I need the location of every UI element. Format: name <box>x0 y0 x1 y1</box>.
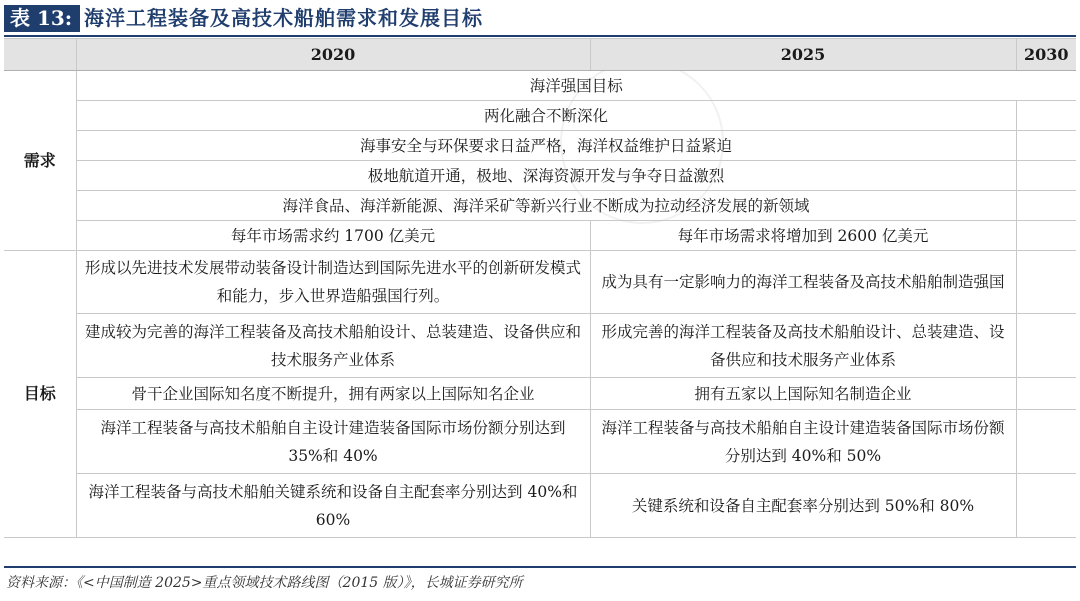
goal-2020-2: 建成较为完善的海洋工程装备及高技术船舶设计、总装建造、设备供应和技术服务产业体系 <box>76 314 590 378</box>
source-note: 资料来源：《<中国制造 2025>重点领域技术路线图（2015 版）》，长城证券研究所 <box>6 575 523 591</box>
empty-cell <box>1016 251 1076 314</box>
goal-2025-1: 成为具有一定影响力的海洋工程装备及高技术船舶制造强国 <box>590 251 1016 314</box>
empty-cell <box>1016 474 1076 538</box>
demand-row-2: 两化融合不断深化 <box>76 101 1016 131</box>
table-row <box>4 474 1076 538</box>
title-divider <box>4 35 1076 37</box>
table-title-bar <box>0 0 1080 38</box>
table-row <box>4 378 1076 410</box>
goal-2020-3: 骨干企业国际知名度不断提升，拥有两家以上国际知名企业 <box>76 378 590 410</box>
goal-2025-3: 拥有五家以上国际知名制造企业 <box>590 378 1016 410</box>
header-empty-cell <box>4 39 76 71</box>
table-row <box>4 221 1076 251</box>
header-2030: 2030 <box>1016 39 1076 71</box>
goal-2025-5: 关键系统和设备自主配套率分别达到 50%和 80% <box>590 474 1016 538</box>
empty-cell <box>1016 221 1076 251</box>
table-row <box>4 131 1076 161</box>
demand-row-1: 海洋强国目标 <box>76 71 1076 101</box>
market-2020: 每年市场需求约 1700 亿美元 <box>76 221 590 251</box>
table-row <box>4 191 1076 221</box>
table-header-row <box>4 39 1076 71</box>
table-row <box>4 161 1076 191</box>
empty-cell <box>1016 161 1076 191</box>
demand-row-4: 极地航道开通，极地、深海资源开发与争夺日益激烈 <box>76 161 1016 191</box>
table-row <box>4 314 1076 378</box>
goal-2020-5: 海洋工程装备与高技术船舶关键系统和设备自主配套率分别达到 40%和 60% <box>76 474 590 538</box>
goal-2020-4: 海洋工程装备与高技术船舶自主设计建造装备国际市场份额分别达到 35%和 40% <box>76 410 590 474</box>
demand-row-3: 海事安全与环保要求日益严格，海洋权益维护日益紧迫 <box>76 131 1016 161</box>
header-2020: 2020 <box>76 39 590 71</box>
goal-2020-1: 形成以先进技术发展带动装备设计制造达到国际先进水平的创新研发模式和能力，步入世界造船强国行列。 <box>76 251 590 314</box>
demand-goal-table <box>4 38 1076 538</box>
table-number-label: 表 13: <box>4 5 80 32</box>
empty-cell <box>1016 378 1076 410</box>
empty-cell <box>1016 131 1076 161</box>
demand-row-5: 海洋食品、海洋新能源、海洋采矿等新兴行业不断成为拉动经济发展的新领域 <box>76 191 1016 221</box>
market-2025: 每年市场需求将增加到 2600 亿美元 <box>590 221 1016 251</box>
empty-cell <box>1016 101 1076 131</box>
section-label-demand: 需求 <box>4 71 76 251</box>
empty-cell <box>1016 191 1076 221</box>
bottom-divider <box>4 566 1076 568</box>
table-row <box>4 101 1076 131</box>
goal-2025-2: 形成完善的海洋工程装备及高技术船舶设计、总装建造、设备供应和技术服务产业体系 <box>590 314 1016 378</box>
table-row <box>4 410 1076 474</box>
section-label-goals: 目标 <box>4 251 76 538</box>
table-row <box>4 251 1076 314</box>
header-2025: 2025 <box>590 39 1016 71</box>
table-title: 海洋工程装备及高技术船舶需求和发展目标 <box>84 6 483 30</box>
table-row <box>4 71 1076 101</box>
empty-cell <box>1016 410 1076 474</box>
empty-cell <box>1016 314 1076 378</box>
goal-2025-4: 海洋工程装备与高技术船舶自主设计建造装备国际市场份额分别达到 40%和 50% <box>590 410 1016 474</box>
